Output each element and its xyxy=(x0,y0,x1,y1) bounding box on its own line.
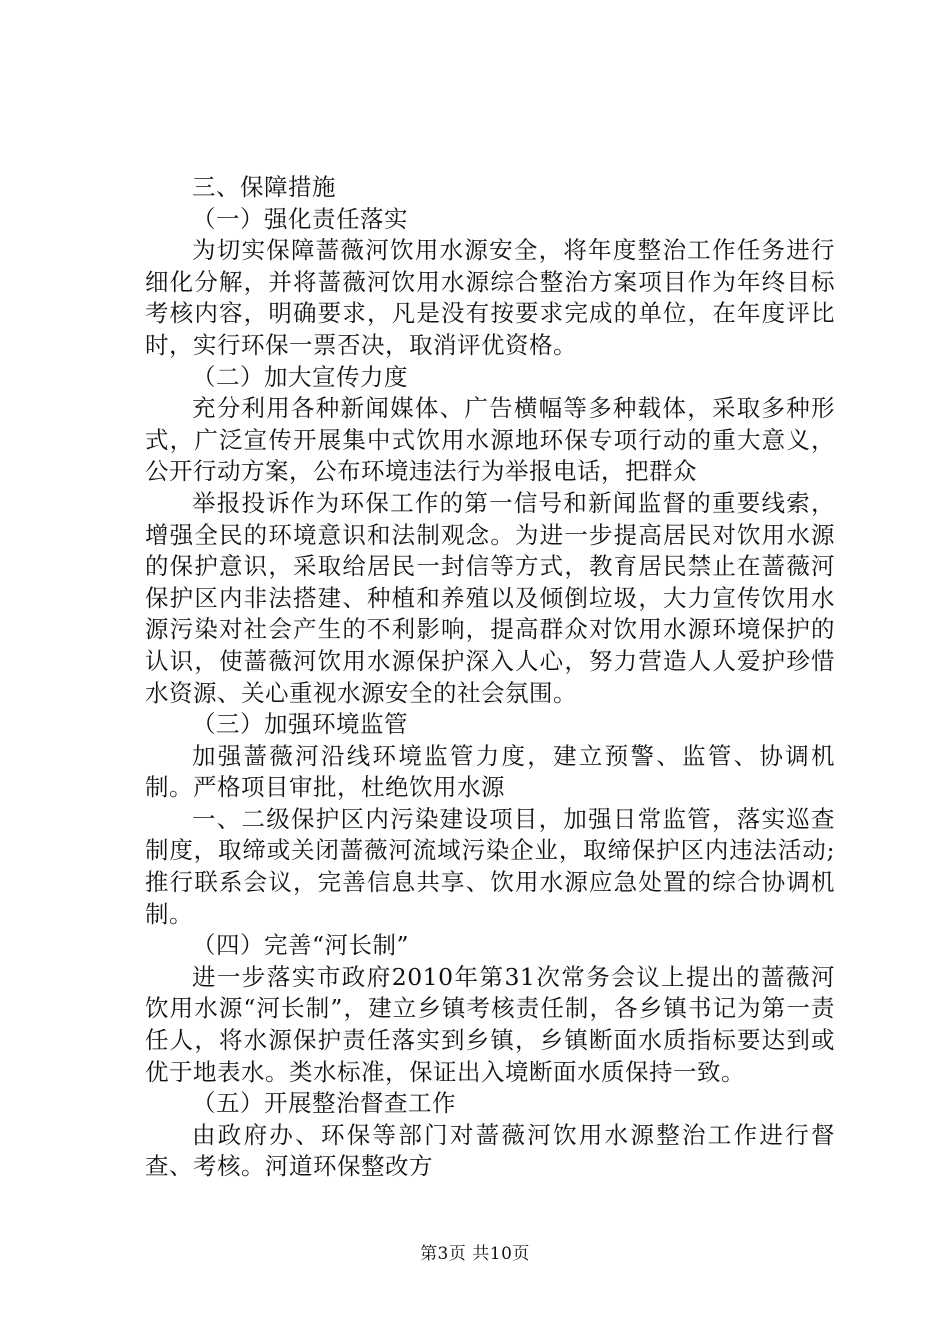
subsection-heading: （四）完善“河长制” xyxy=(192,931,410,960)
body-paragraph: 为切实保障蔷薇河饮用水源安全，将年度整治工作任务进行细化分解，并将蔷薇河饮用水源综合整治方案项目作为年终目标考核内容，明确要求，凡是没有按要求完成的单位，在年度评比时，实行环保一票否决，取消评优资格。 xyxy=(145,236,835,359)
page-number-footer: 第3页 共10页 xyxy=(420,1244,530,1264)
subsection-heading: （一）强化责任落实 xyxy=(192,204,408,233)
body-paragraph: 充分利用各种新闻媒体、广告横幅等多种载体，采取多种形式，广泛宣传开展集中式饮用水源地环保专项行动的重大意义，公开行动方案，公布环境违法行为举报电话，把群众 xyxy=(145,394,835,486)
document-body xyxy=(145,172,835,1183)
subsection-heading: （二）加大宣传力度 xyxy=(192,362,408,391)
body-paragraph: 加强蔷薇河沿线环境监管力度，建立预警、监管、协调机制。严格项目审批，杜绝饮用水源 xyxy=(145,741,835,802)
body-paragraph: 由政府办、环保等部门对蔷薇河饮用水源整治工作进行督查、考核。河道环保整改方 xyxy=(145,1120,835,1181)
body-paragraph: 一、二级保护区内污染建设项目，加强日常监管，落实巡查制度，取缔或关闭蔷薇河流域污染企业，取缔保护区内违法活动;推行联系会议，完善信息共享、饮用水源应急处置的综合协调机制。 xyxy=(145,804,835,928)
body-paragraph: 举报投诉作为环保工作的第一信号和新闻监督的重要线索，增强全民的环境意识和法制观念。为进一步提高居民对饮用水源的保护意识，采取给居民一封信等方式，教育居民禁止在蔷薇河保护区内非法搭建、种植和养殖以及倾倒垃圾，大力宣传饮用水源污染对社会产生的不利影响，提高群众对饮用水源环境保护的认识，使蔷薇河饮用水源保护深入人心，努力营造人人爱护珍惜水资源、关心重视水源安全的社会氛围。 xyxy=(145,488,835,707)
section-heading: 三、保障措施 xyxy=(192,173,336,201)
body-paragraph: 进一步落实市政府2010年第31次常务会议上提出的蔷薇河饮用水源“河长制”，建立乡镇考核责任制，各乡镇书记为第一责任人，将水源保护责任落实到乡镇，乡镇断面水质指标要达到或优于地表水。类水标准，保证出入境断面水质保持一致。 xyxy=(145,962,835,1086)
subsection-heading: （三）加强环境监管 xyxy=(192,710,408,739)
subsection-heading: （五）开展整治督查工作 xyxy=(192,1089,456,1118)
